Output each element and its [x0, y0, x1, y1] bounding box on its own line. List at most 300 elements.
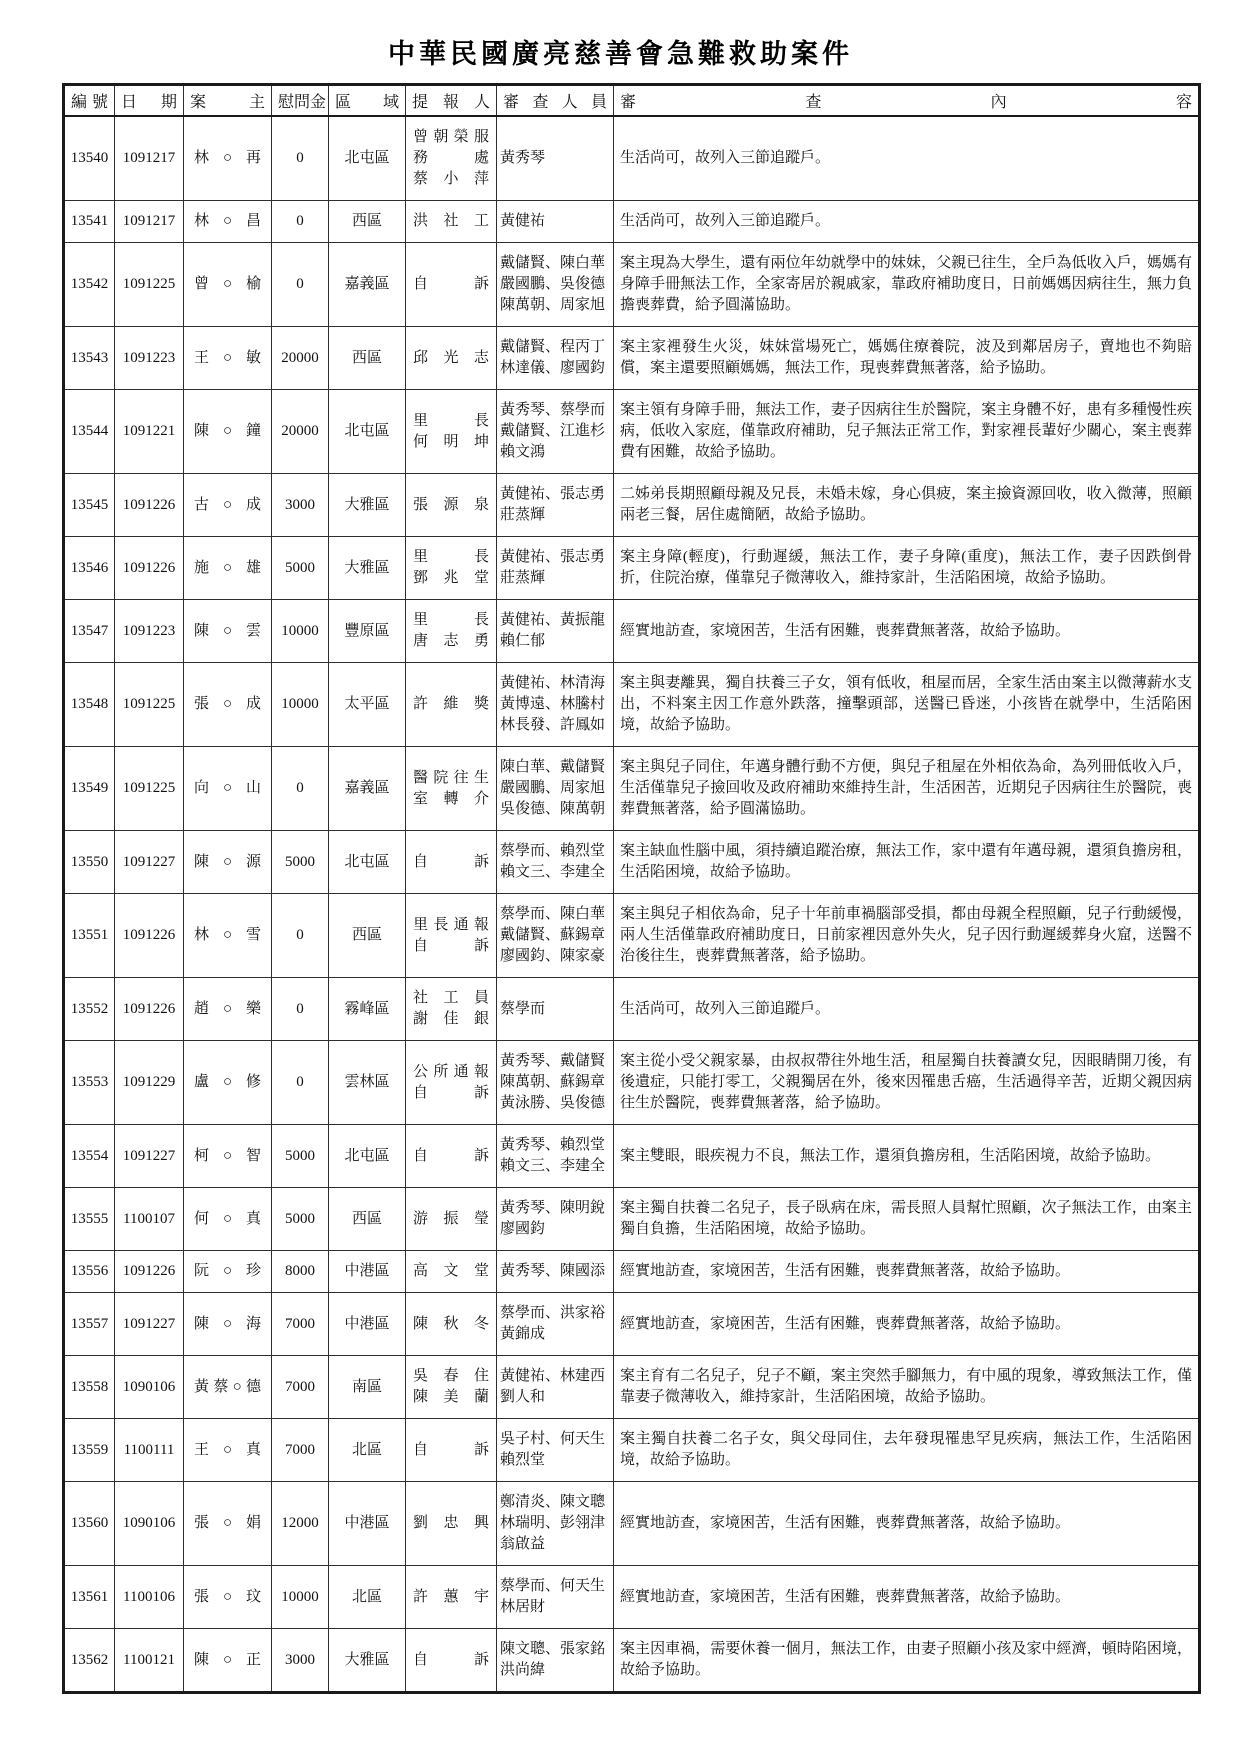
text-line: 陳 秋 冬: [413, 1315, 489, 1332]
cell-region: 北屯區: [329, 390, 406, 474]
cell-region: 雲林區: [329, 1041, 406, 1125]
col-header-reviewers: 審 查 人 員: [497, 85, 614, 117]
cell-case-id: 13542: [64, 243, 115, 327]
text-line: 吳 春 住: [413, 1368, 489, 1384]
table-row: [64, 747, 1200, 831]
cell-reviewers: [497, 1419, 614, 1482]
cell-amount: 10000: [272, 1566, 329, 1629]
cell-case-name: 施 ○ 雄: [184, 537, 272, 600]
text-line: 謝 佳 銀: [413, 1011, 489, 1027]
table-row: [64, 537, 1200, 600]
cell-reviewers: [497, 201, 614, 243]
table-row: [64, 1125, 1200, 1188]
text-line: 賴烈堂: [500, 1452, 546, 1468]
cell-reviewers: [497, 1482, 614, 1566]
cell-amount: 12000: [272, 1482, 329, 1566]
cell-case-name: 張 ○ 玟: [184, 1566, 272, 1629]
text-line: 翁啟益: [500, 1536, 546, 1552]
cell-case-name: 陳 ○ 源: [184, 831, 272, 894]
cell-region: 豐原區: [329, 600, 406, 663]
cell-region: 西區: [329, 201, 406, 243]
text-line: 自 訴: [413, 937, 489, 954]
text-line: 廖國鈞: [500, 1221, 546, 1237]
text-line: 里 長: [413, 549, 489, 565]
text-line: 洪尚緯: [500, 1662, 546, 1678]
cell-reviewers: [497, 978, 614, 1041]
text-line: 劉 忠 興: [413, 1515, 489, 1531]
cell-region: 西區: [329, 327, 406, 390]
text-line: 自 訴: [413, 276, 489, 292]
cell-review-content: 生活尚可，故列入三節追蹤戶。: [614, 201, 1200, 243]
cell-reporter: [406, 1419, 497, 1482]
cell-date: 1100121: [115, 1629, 184, 1693]
cell-reviewers: [497, 116, 614, 201]
text-line: 自 訴: [413, 853, 489, 870]
text-line: 游 振 瑩: [413, 1210, 489, 1227]
cell-region: 北屯區: [329, 116, 406, 201]
col-header-amount: 慰問金: [272, 85, 329, 117]
cell-amount: 10000: [272, 663, 329, 747]
text-line: 黃秀琴、賴烈堂: [500, 1137, 606, 1153]
text-line: 自 訴: [413, 1147, 489, 1164]
table-row: [64, 1566, 1200, 1629]
cell-reporter: [406, 1356, 497, 1419]
cell-case-name: 古 ○ 成: [184, 474, 272, 537]
cell-case-id: 13549: [64, 747, 115, 831]
cell-review-content: 案主獨自扶養二名子女，與父母同住，去年發現罹患罕見疾病，無法工作，生活陷困境，故給予協助。: [614, 1419, 1200, 1482]
cell-review-content: 二姊弟長期照顧母親及兄長，未婚未嫁，身心俱疲，案主撿資源回收，收入微薄，照顧兩老三餐，居住處簡陋，故給予協助。: [614, 474, 1200, 537]
text-line: 陳文聰、張家銘: [500, 1641, 606, 1657]
cell-amount: 0: [272, 201, 329, 243]
text-line: 洪 社 工: [413, 213, 489, 229]
text-line: 吳子村、何天生: [500, 1431, 606, 1447]
cell-reviewers: [497, 831, 614, 894]
col-header-reporter: 提 報 人: [406, 85, 497, 117]
cell-review-content: 生活尚可，故列入三節追蹤戶。: [614, 116, 1200, 201]
text-line: 邱 光 志: [413, 349, 489, 366]
cell-date: 1091221: [115, 390, 184, 474]
cell-case-name: 曾 ○ 榆: [184, 243, 272, 327]
text-line: 賴文鴻: [500, 444, 546, 460]
text-line: 劉人和: [500, 1389, 546, 1405]
cell-case-name: 陳 ○ 雲: [184, 600, 272, 663]
cell-review-content: 經實地訪查，家境困苦，生活有困難，喪葬費無著落，故給予協助。: [614, 600, 1200, 663]
cell-reporter: [406, 1566, 497, 1629]
table-row: [64, 1041, 1200, 1125]
cell-date: 1100107: [115, 1188, 184, 1251]
text-line: 蔡學而、洪家裕: [500, 1305, 606, 1321]
cell-date: 1100111: [115, 1419, 184, 1482]
table-row: [64, 1293, 1200, 1356]
cell-reporter: [406, 1293, 497, 1356]
cell-case-id: 13551: [64, 894, 115, 978]
cell-case-id: 13557: [64, 1293, 115, 1356]
cell-reviewers: [497, 327, 614, 390]
text-line: 社 工 員: [413, 990, 489, 1006]
cell-date: 1091226: [115, 537, 184, 600]
text-line: 黃博遠、林騰村: [500, 696, 606, 712]
cell-reviewers: [497, 1293, 614, 1356]
cell-reviewers: [497, 894, 614, 978]
table-row: [64, 474, 1200, 537]
cell-case-id: 13543: [64, 327, 115, 390]
text-line: 蔡學而、賴烈堂: [500, 843, 606, 859]
table-row: [64, 327, 1200, 390]
cell-reviewers: [497, 474, 614, 537]
cell-review-content: 案主家裡發生火災，妹妹當場死亡，媽媽住療養院，波及到鄰居房子，賣地也不夠賠償，案主還要照顧媽媽，無法工作，現喪葬費無著落，給予協助。: [614, 327, 1200, 390]
text-line: 黃秀琴、陳國添: [500, 1263, 606, 1279]
text-line: 林瑞明、彭翎津: [500, 1515, 606, 1531]
table-row: [64, 1356, 1200, 1419]
cell-region: 南區: [329, 1356, 406, 1419]
cell-amount: 0: [272, 894, 329, 978]
cell-region: 北屯區: [329, 1125, 406, 1188]
cell-date: 1091227: [115, 1125, 184, 1188]
cell-case-id: 13545: [64, 474, 115, 537]
text-line: 莊蒸輝: [500, 507, 546, 523]
cell-amount: 20000: [272, 390, 329, 474]
cell-amount: 5000: [272, 1188, 329, 1251]
cell-amount: 0: [272, 747, 329, 831]
cell-case-id: 13547: [64, 600, 115, 663]
cell-case-id: 13558: [64, 1356, 115, 1419]
cell-amount: 5000: [272, 537, 329, 600]
cell-reporter: [406, 1251, 497, 1293]
text-line: 賴文三、李建全: [500, 1158, 606, 1174]
cell-reporter: [406, 894, 497, 978]
cell-case-id: 13548: [64, 663, 115, 747]
cell-region: 太平區: [329, 663, 406, 747]
text-line: 黃秀琴、戴儲賢: [500, 1053, 606, 1069]
cell-amount: 8000: [272, 1251, 329, 1293]
cell-case-id: 13546: [64, 537, 115, 600]
col-header-date: 日 期: [115, 85, 184, 117]
cell-case-name: 陳 ○ 鐘: [184, 390, 272, 474]
cell-reporter: [406, 663, 497, 747]
cell-review-content: 案主因車禍，需要休養一個月，無法工作，由妻子照顧小孩及家中經濟，頓時陷困境，故給予協助。: [614, 1629, 1200, 1693]
cell-amount: 7000: [272, 1293, 329, 1356]
cell-amount: 10000: [272, 600, 329, 663]
cell-date: 1091226: [115, 894, 184, 978]
cell-date: 1091217: [115, 116, 184, 201]
text-line: 吳俊德、陳萬朝: [500, 801, 606, 817]
table-row: [64, 1419, 1200, 1482]
cell-region: 北區: [329, 1566, 406, 1629]
cell-region: 北區: [329, 1419, 406, 1482]
cell-review-content: 案主領有身障手冊，無法工作，妻子因病往生於醫院，案主身體不好，患有多種慢性疾病，低收入家庭，僅靠政府補助，兒子無法正常工作，對家裡長輩好少關心，案主喪葬費有困難，故給予協助。: [614, 390, 1200, 474]
cell-amount: 7000: [272, 1419, 329, 1482]
table-row: [64, 1629, 1200, 1693]
text-line: 廖國鈞、陳家豪: [500, 948, 606, 964]
text-line: 黃秀琴: [500, 150, 546, 166]
text-line: 賴仁郁: [500, 633, 546, 649]
text-line: 公所通報: [413, 1063, 489, 1080]
table-row: [64, 390, 1200, 474]
cell-case-name: 王 ○ 真: [184, 1419, 272, 1482]
text-line: 醫院往生: [413, 769, 489, 786]
cell-review-content: 經實地訪查，家境困苦，生活有困難，喪葬費無著落，故給予協助。: [614, 1251, 1200, 1293]
text-line: 林長發、許鳳如: [500, 717, 606, 733]
cell-reporter: [406, 1041, 497, 1125]
cell-review-content: 經實地訪查，家境困苦，生活有困難，喪葬費無著落，故給予協助。: [614, 1293, 1200, 1356]
cell-region: 中港區: [329, 1482, 406, 1566]
cell-reporter: [406, 474, 497, 537]
text-line: 戴儲賢、蘇錫章: [500, 927, 606, 943]
text-line: 鄭清炎、陳文聰: [500, 1494, 606, 1510]
cell-amount: 5000: [272, 831, 329, 894]
cell-reporter: [406, 831, 497, 894]
text-line: 陳白華、戴儲賢: [500, 759, 606, 775]
table-row: [64, 1188, 1200, 1251]
cell-case-name: 張 ○ 娟: [184, 1482, 272, 1566]
text-line: 戴儲賢、陳白華: [500, 255, 606, 271]
cell-reviewers: [497, 1251, 614, 1293]
col-header-review-content: 審 查 內 容: [614, 85, 1200, 117]
cell-region: 霧峰區: [329, 978, 406, 1041]
cell-case-id: 13556: [64, 1251, 115, 1293]
cell-date: 1091229: [115, 1041, 184, 1125]
text-line: 蔡 小 萍: [413, 171, 489, 187]
text-line: 黃健祐、張志勇: [500, 549, 606, 565]
cell-review-content: 案主獨自扶養二名兒子，長子臥病在床，需長照人員幫忙照顧，次子無法工作，由案主獨自負擔，生活陷困境，故給予協助。: [614, 1188, 1200, 1251]
cell-reviewers: [497, 747, 614, 831]
text-line: 曾朝榮服: [413, 129, 489, 145]
cell-reviewers: [497, 663, 614, 747]
text-line: 里 長: [413, 412, 489, 429]
cell-reviewers: [497, 390, 614, 474]
cell-date: 1091223: [115, 327, 184, 390]
text-line: 蔡學而、陳白華: [500, 906, 606, 922]
cell-case-name: 阮 ○ 珍: [184, 1251, 272, 1293]
col-header-region: 區 域: [329, 85, 406, 117]
text-line: 黃健祐、張志勇: [500, 486, 606, 502]
table-row: [64, 201, 1200, 243]
text-line: 黃泳勝、吳俊德: [500, 1095, 606, 1111]
cell-reviewers: [497, 1188, 614, 1251]
cell-date: 1091225: [115, 243, 184, 327]
cell-reporter: [406, 747, 497, 831]
text-line: 里 長: [413, 612, 489, 628]
cell-case-id: 13554: [64, 1125, 115, 1188]
cell-case-id: 13555: [64, 1188, 115, 1251]
cell-reporter: [406, 537, 497, 600]
table-row: [64, 663, 1200, 747]
text-line: 黃健祐、林清海: [500, 675, 606, 691]
cell-case-name: 林 ○ 昌: [184, 201, 272, 243]
cell-review-content: 案主缺血性腦中風，須持續追蹤治療，無法工作，家中還有年邁母親，還須負擔房租，生活陷困境，故給予協助。: [614, 831, 1200, 894]
text-line: 黃健祐: [500, 213, 546, 229]
text-line: 自 訴: [413, 1651, 489, 1668]
cell-date: 1091226: [115, 474, 184, 537]
cell-date: 1090106: [115, 1356, 184, 1419]
cell-reviewers: [497, 1041, 614, 1125]
cell-case-id: 13560: [64, 1482, 115, 1566]
cell-reporter: [406, 1482, 497, 1566]
cell-region: 中港區: [329, 1293, 406, 1356]
cell-case-id: 13561: [64, 1566, 115, 1629]
cell-reporter: [406, 1125, 497, 1188]
text-line: 高 文 堂: [413, 1263, 489, 1279]
text-line: 嚴國鵬、吳俊德: [500, 276, 606, 292]
cell-region: 嘉義區: [329, 243, 406, 327]
cell-review-content: 案主與兒子相依為命，兒子十年前車禍腦部受損，都由母親全程照顧，兒子行動緩慢，兩人生活僅靠政府補助度日，日前家裡因意外失火，兒子因行動遲緩葬身火窟，送醫不治後往生，喪葬費無著落，給予協助。: [614, 894, 1200, 978]
cell-case-name: 林 ○ 再: [184, 116, 272, 201]
cell-date: 1091217: [115, 201, 184, 243]
cell-case-name: 何 ○ 真: [184, 1188, 272, 1251]
text-line: 蔡學而、何天生: [500, 1578, 606, 1594]
text-line: 林達儀、廖國鈞: [500, 360, 606, 376]
cell-region: 西區: [329, 1188, 406, 1251]
text-line: 嚴國鵬、周家旭: [500, 780, 606, 796]
cell-amount: 20000: [272, 327, 329, 390]
cell-reporter: [406, 390, 497, 474]
cell-reviewers: [497, 1566, 614, 1629]
cell-review-content: 生活尚可，故列入三節追蹤戶。: [614, 978, 1200, 1041]
text-line: 黃錦成: [500, 1326, 546, 1342]
text-line: 賴文三、李建全: [500, 864, 606, 880]
cell-case-id: 13544: [64, 390, 115, 474]
cell-reporter: [406, 116, 497, 201]
cell-review-content: 案主身障(輕度)，行動遲緩，無法工作，妻子身障(重度)，無法工作，妻子因跌倒骨折，住院治療，僅靠兒子微薄收入，維持家計，生活陷困境，故給予協助。: [614, 537, 1200, 600]
table-body: [64, 116, 1200, 1693]
cell-region: 大雅區: [329, 1629, 406, 1693]
cell-region: 大雅區: [329, 474, 406, 537]
table-row: [64, 1482, 1200, 1566]
text-line: 許 蕙 宇: [413, 1588, 489, 1605]
cell-review-content: 案主現為大學生，還有兩位年幼就學中的妹妹，父親已往生，全戶為低收入戶，媽媽有身障手冊無法工作，全家寄居於親戚家，靠政府補助度日，日前媽媽因病往生，無力負擔喪葬費，給予圓滿協助。: [614, 243, 1200, 327]
cell-region: 嘉義區: [329, 747, 406, 831]
cell-region: 大雅區: [329, 537, 406, 600]
cell-reviewers: [497, 1356, 614, 1419]
table-row: [64, 600, 1200, 663]
text-line: 室 轉 介: [413, 790, 489, 807]
cell-amount: 0: [272, 116, 329, 201]
cell-region: 中港區: [329, 1251, 406, 1293]
cell-region: 北屯區: [329, 831, 406, 894]
cell-reviewers: [497, 243, 614, 327]
table-row: [64, 1251, 1200, 1293]
page-title: 中華民國廣亮慈善會急難救助案件: [388, 39, 853, 69]
text-line: 何 明 坤: [413, 433, 489, 450]
text-line: 莊蒸輝: [500, 570, 546, 586]
cell-region: 西區: [329, 894, 406, 978]
table-row: [64, 978, 1200, 1041]
cell-reviewers: [497, 1125, 614, 1188]
cell-date: 1091225: [115, 663, 184, 747]
text-line: 戴儲賢、程丙丁: [500, 339, 606, 355]
cell-date: 1090106: [115, 1482, 184, 1566]
cases-table: [62, 83, 1201, 1694]
cell-date: 1091227: [115, 1293, 184, 1356]
cell-case-name: 黃蔡○德: [184, 1356, 272, 1419]
cell-case-name: 王 ○ 敏: [184, 327, 272, 390]
cell-case-id: 13559: [64, 1419, 115, 1482]
cell-case-name: 盧 ○ 修: [184, 1041, 272, 1125]
text-line: 黃秀琴、陳明銳: [500, 1200, 606, 1216]
cell-reporter: [406, 600, 497, 663]
cell-review-content: 案主與兒子同住，年邁身體行動不方便，與兒子租屋在外相依為命，為列冊低收入戶，生活僅靠兒子撿回收及政府補助來維持生計，生活困苦，近期兒子因病往生於醫院，喪葬費無著落，給予圓滿協助。: [614, 747, 1200, 831]
col-header-case-name: 案 主: [184, 85, 272, 117]
cell-date: 1091227: [115, 831, 184, 894]
cell-review-content: 案主從小受父親家暴，由叔叔帶往外地生活，租屋獨自扶養讀女兒，因眼睛開刀後，有後遺症，只能打零工，父親獨居在外，後來因罹患舌癌，生活過得辛苦，近期父親因病往生於醫院，喪葬費無著落，給予協助。: [614, 1041, 1200, 1125]
text-line: 鄧 兆 堂: [413, 570, 489, 586]
cell-amount: 7000: [272, 1356, 329, 1419]
table-row: [64, 243, 1200, 327]
cell-date: 1091226: [115, 978, 184, 1041]
cell-case-name: 柯 ○ 智: [184, 1125, 272, 1188]
cell-review-content: 經實地訪查，家境困苦，生活有困難，喪葬費無著落，故給予協助。: [614, 1482, 1200, 1566]
cell-case-name: 張 ○ 成: [184, 663, 272, 747]
cell-amount: 5000: [272, 1125, 329, 1188]
text-line: 陳 美 蘭: [413, 1389, 489, 1405]
cell-case-id: 13552: [64, 978, 115, 1041]
cell-reporter: [406, 243, 497, 327]
table-row: [64, 116, 1200, 201]
cell-review-content: 案主雙眼，眼疾視力不良，無法工作，還須負擔房租，生活陷困境，故給予協助。: [614, 1125, 1200, 1188]
cell-case-name: 林 ○ 雪: [184, 894, 272, 978]
text-line: 許 維 獎: [413, 696, 489, 712]
text-line: 里長通報: [413, 916, 489, 933]
cell-reporter: [406, 327, 497, 390]
col-header-case-id: 編 號: [64, 85, 115, 117]
cell-date: 1091223: [115, 600, 184, 663]
cell-amount: 0: [272, 978, 329, 1041]
cell-reviewers: [497, 600, 614, 663]
text-line: 蔡學而: [500, 1000, 546, 1017]
text-line: 務 處: [413, 150, 489, 166]
cell-reviewers: [497, 1629, 614, 1693]
cell-case-id: 13550: [64, 831, 115, 894]
cell-case-name: 向 ○ 山: [184, 747, 272, 831]
text-line: 黃秀琴、蔡學而: [500, 402, 606, 418]
cell-case-id: 13541: [64, 201, 115, 243]
cell-review-content: 案主育有二名兒子，兒子不顧，案主突然手腳無力，有中風的現象，導致無法工作，僅靠妻子微薄收入，維持家計，生活陷困境，故給予協助。: [614, 1356, 1200, 1419]
cell-amount: 0: [272, 243, 329, 327]
cell-date: 1100106: [115, 1566, 184, 1629]
cell-date: 1091226: [115, 1251, 184, 1293]
cell-reporter: [406, 201, 497, 243]
cell-review-content: 經實地訪查，家境困苦，生活有困難，喪葬費無著落，故給予協助。: [614, 1566, 1200, 1629]
text-line: 黃健祐、黃振龍: [500, 612, 606, 628]
cell-case-name: 陳 ○ 正: [184, 1629, 272, 1693]
cell-case-id: 13540: [64, 116, 115, 201]
text-line: 戴儲賢、江進杉: [500, 423, 606, 439]
cell-review-content: 案主與妻離異，獨自扶養三子女，領有低收，租屋而居，全家生活由案主以微薄薪水支出，不料案主因工作意外跌落，撞擊頭部，送醫已昏迷，小孩皆在就學中，生活陷困境，故給予協助。: [614, 663, 1200, 747]
text-line: 林居財: [500, 1599, 546, 1615]
text-line: 唐 志 勇: [413, 633, 489, 649]
cell-case-name: 趙 ○ 樂: [184, 978, 272, 1041]
text-line: 陳萬朝、蘇錫章: [500, 1074, 606, 1090]
table-row: [64, 894, 1200, 978]
cell-amount: 0: [272, 1041, 329, 1125]
text-line: 陳萬朝、周家旭: [500, 297, 606, 313]
table-header-row: [64, 85, 1200, 117]
cell-reporter: [406, 1629, 497, 1693]
text-line: 自 訴: [413, 1441, 489, 1458]
text-line: 張 源 泉: [413, 496, 489, 513]
cell-reporter: [406, 1188, 497, 1251]
cell-date: 1091225: [115, 747, 184, 831]
cell-case-id: 13553: [64, 1041, 115, 1125]
cell-reviewers: [497, 537, 614, 600]
cell-amount: 3000: [272, 474, 329, 537]
text-line: 黃健祐、林建西: [500, 1368, 606, 1384]
cell-case-name: 陳 ○ 海: [184, 1293, 272, 1356]
text-line: 自 訴: [413, 1084, 489, 1101]
cell-reporter: [406, 978, 497, 1041]
cell-amount: 3000: [272, 1629, 329, 1693]
table-row: [64, 831, 1200, 894]
